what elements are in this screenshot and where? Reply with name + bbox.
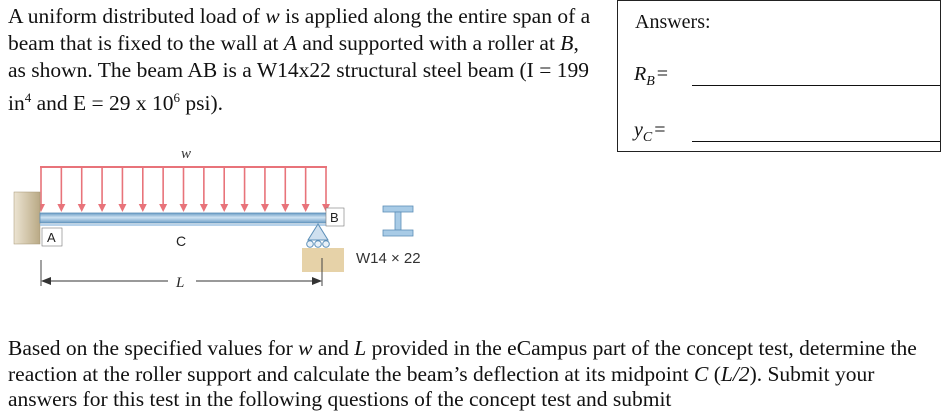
problem-text-part: psi). (180, 91, 224, 116)
var-w: w (298, 336, 313, 360)
load-arrow-head (180, 204, 188, 212)
problem-text-part: is applied along the entire span of a beam that is fixed to the wall at (8, 4, 591, 55)
equals-sign: = (654, 119, 666, 141)
rb-answer-blank[interactable] (692, 85, 940, 86)
exponent-6: 6 (173, 90, 181, 105)
load-arrow-head (139, 204, 147, 212)
problem-text-part: and supported with a roller at (296, 31, 561, 55)
label-b: B (330, 210, 339, 225)
problem-statement (8, 3, 598, 117)
load-arrow-head (200, 204, 208, 212)
roller-wheel (323, 241, 330, 248)
roller-wheel (315, 241, 322, 248)
instructions-text-part: ( (708, 361, 721, 386)
instructions-text-part: Based on the specified values for (8, 336, 299, 360)
exponent-4: 4 (24, 90, 32, 105)
rb-answer-row (634, 63, 668, 90)
problem-text-part: and E = 29 x 10 (31, 91, 174, 116)
var-a: A (283, 31, 297, 55)
load-arrow-head (220, 204, 228, 212)
rb-symbol: R (634, 63, 647, 85)
problem-text (8, 3, 598, 117)
instructions-text (8, 336, 943, 413)
beam (40, 213, 328, 223)
load-arrow-head (261, 204, 269, 212)
yc-answer-row (634, 119, 666, 146)
instructions-paragraph (8, 336, 943, 413)
yc-answer-blank[interactable] (692, 141, 940, 142)
roller-wheel (307, 241, 314, 248)
var-c: C (693, 361, 709, 386)
ground-block (302, 248, 344, 272)
answers-header: Answers: (635, 11, 711, 33)
load-label: w (181, 146, 192, 162)
load-arrow-head (57, 204, 65, 212)
yc-symbol: y (634, 119, 643, 141)
beam-figure (0, 140, 470, 300)
var-l: L (354, 336, 367, 360)
load-arrow-head (241, 204, 249, 212)
answers-box (617, 0, 941, 152)
section-label: W14 × 22 (356, 250, 421, 267)
load-arrow-head (98, 204, 106, 212)
load-arrow-head (159, 204, 167, 212)
load-arrows (37, 167, 330, 212)
roller-triangle (308, 224, 328, 240)
fixed-wall (14, 192, 40, 244)
instructions-text-part: ). Submit your answers for this test in the following questions of the concept test and submit (8, 361, 875, 411)
load-arrow-head (78, 204, 86, 212)
problem-text-part: A uniform distributed load of (8, 4, 266, 28)
var-l-half: L/2 (720, 361, 750, 386)
label-l: L (176, 275, 185, 291)
rb-subscript: B (646, 74, 655, 89)
equals-sign: = (656, 63, 669, 85)
yc-subscript: C (642, 130, 653, 145)
ibeam-section-icon (383, 206, 413, 236)
instructions-text-part: provided in the eCampus part of the concept test, determine the reaction at the roller support and calculate the beam’s deflection at its midpoint (8, 336, 917, 386)
load-arrow-head (281, 204, 289, 212)
label-c: C (176, 233, 187, 249)
var-b: B (560, 31, 574, 55)
load-arrow-head (302, 204, 310, 212)
load-arrow-head (118, 204, 126, 212)
var-w: w (265, 4, 280, 28)
instructions-text-part: and (312, 336, 355, 360)
label-a: A (47, 230, 56, 245)
problem-text-part: , as shown. The beam AB is a W14x22 structural steel beam (I = 199 in (8, 31, 589, 116)
